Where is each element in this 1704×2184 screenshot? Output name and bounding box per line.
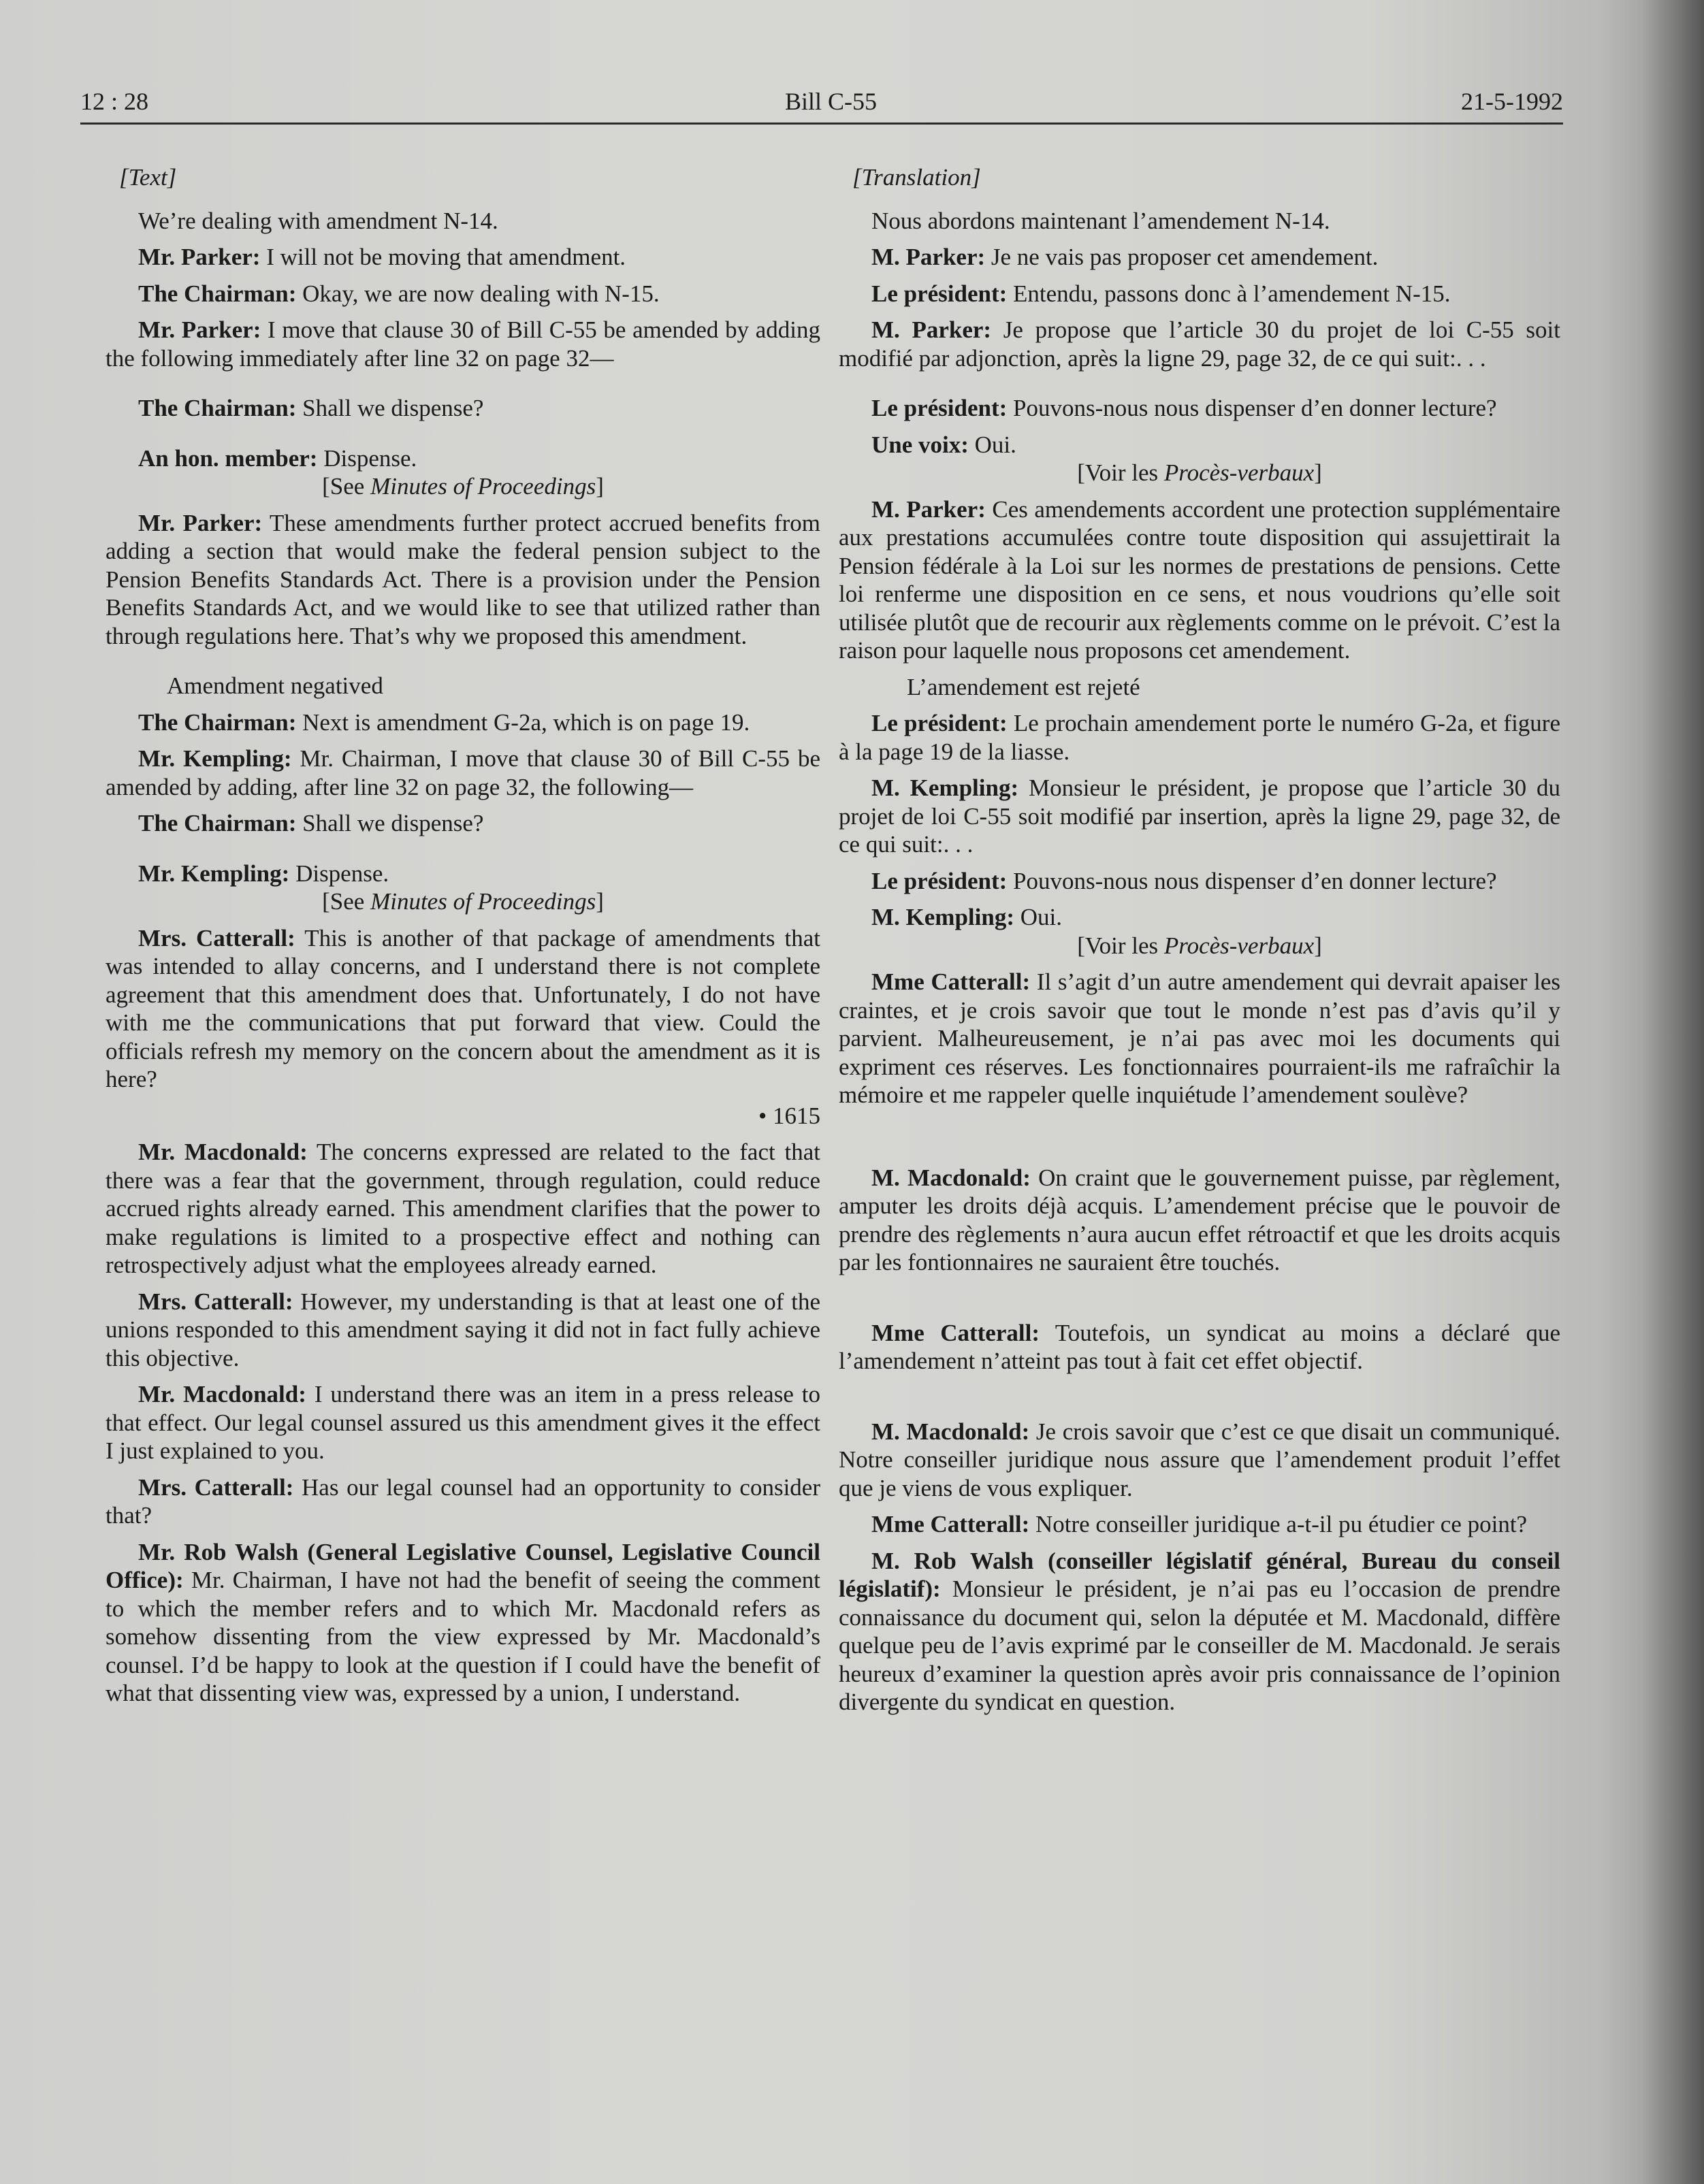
minutes-reference: [See Minutes of Proceedings] <box>322 888 604 915</box>
time-marker: • 1615 <box>758 1102 820 1129</box>
page-date: 21-5-1992 <box>1461 88 1563 115</box>
paragraph: The Chairman: Shall we dispense? <box>138 810 484 836</box>
paragraph: Le président: Pouvons-nous nous dispenser d’en donner lecture? <box>871 867 1497 894</box>
paragraph: Une voix: Oui. <box>871 431 1016 458</box>
french-column <box>839 163 1560 1716</box>
page-binding-shadow <box>1643 0 1704 2184</box>
paragraph: M. Rob Walsh (conseiller législatif général, Bureau du conseil législatif): Monsieur le président, je n’ai pas eu l’occasion de prendre connaissance du document qui, selon la députée et M. Macdonald, diffère quelque peu de l’avis exprimé par le conseiller de M. Macdonald. Je serais heureux d’examiner la question après avoir pris connaissance de l’opinion divergente du syndicat en question. <box>839 1547 1560 1715</box>
paragraph: Mr. Macdonald: I understand there was an item in a press release to that effect. Our legal counsel assured us this amendment gives it the effect I just explained to you. <box>106 1381 821 1464</box>
paragraph: Mr. Parker: I will not be moving that amendment. <box>138 244 626 270</box>
paragraph: Mrs. Catterall: Has our legal counsel had an opportunity to consider that? <box>106 1473 820 1529</box>
paragraph: Mme Catterall: Il s’agit d’un autre amendement qui devrait apaiser les craintes, et je crois savoir que tout le monde n’est pas d’avis qu’il y parvient. Malheureusement, je n’ai pas avec moi les documents qui expriment ces réserves. Les fonctionnaires pourraient-ils me rafraîchir la mémoire et me rappeler quelle inquiétude l’amendement soulève? <box>839 968 1561 1108</box>
page-number: 12 : 28 <box>80 88 149 115</box>
paragraph: M. Parker: Je propose que l’article 30 du projet de loi C-55 soit modifié par adjonction, après la ligne 29, page 32, de ce qui suit:. . . <box>839 316 1560 372</box>
paragraph: Mr. Kempling: Dispense. <box>138 860 389 887</box>
paragraph: The Chairman: Next is amendment G-2a, which is on page 19. <box>138 708 750 736</box>
paragraph: The Chairman: Shall we dispense? <box>138 395 484 421</box>
paragraph: Mme Catterall: Notre conseiller juridique a-t-il pu étudier ce point? <box>871 1511 1528 1537</box>
paragraph: Mme Catterall: Toutefois, un syndicat au moins a déclaré que l’amendement n’atteint pas tout à fait cet effet objectif. <box>839 1319 1560 1374</box>
paragraph: Le président: Entendu, passons donc à l’amendement N-15. <box>871 280 1451 307</box>
paragraph: Mr. Parker: I move that clause 30 of Bill C-55 be amended by adding the following immediately after line 32 on page 32— <box>106 316 821 372</box>
minutes-reference: [Voir les Procès-verbaux] <box>1077 932 1322 959</box>
paragraph: Mr. Rob Walsh (General Legislative Counsel, Legislative Council Office): Mr. Chairman, I have not had the benefit of seeing the comment to which the member refers and to which Mr. Macdonald refers as somehow dissenting from the view expressed by Mr. Macdonald’s counsel. I’d be happy to look at the question if I could have the benefit of what that dissenting view was, expressed by a union, I understand. <box>106 1538 820 1706</box>
motion-result: L’amendement est rejeté <box>907 673 1140 700</box>
paragraph: Nous abordons maintenant l’amendement N-14. <box>871 207 1330 234</box>
paragraph: Le président: Le prochain amendement porte le numéro G-2a, et figure à la page 19 de la liasse. <box>839 710 1560 765</box>
paragraph: Mrs. Catterall: This is another of that package of amendments that was intended to allay concerns, and I understand there is not complete agreement that this amendment does that. Unfortunately, I do not have with me the communications that put forward that view. Could the officials refresh my memory on the concern about the amendment as it is here? <box>106 924 820 1092</box>
paragraph: M. Kempling: Monsieur le président, je propose que l’article 30 du projet de loi C-55 soit modifié par insertion, après la ligne 29, page 32, de ce qui suit:. . . <box>839 775 1560 858</box>
paragraph: M. Parker: Je ne vais pas proposer cet amendement. <box>871 244 1379 270</box>
paragraph: Mr. Parker: These amendments further protect accrued benefits from adding a section that would make the federal pension subject to the Pension Benefits Standards Act. There is a provision under the Pension Benefits Standards Act, and we would like to see that utilized rather than through regulations here. That’s why we proposed this amendment. <box>106 509 820 649</box>
page-header <box>80 87 1563 125</box>
paragraph: M. Parker: Ces amendements accordent une protection supplémentaire aux prestations accumulées contre toute disposition qui assujettirait la Pension fédérale à la Loi sur les normes de prestations de pensions. Cette loi renferme une disposition en ce sens, et nous voudrions qu’elle soit utilisée plutôt que de recourir aux règlements comme on le prévoit. C’est la raison pour laquelle nous proposons cet amendement. <box>839 495 1561 664</box>
paragraph: M. Macdonald: On craint que le gouvernement puisse, par règlement, amputer les droits déjà acquis. L’amendement précise que le pouvoir de prendre des règlements n’aura aucun effet rétroactif et que les droits acquis par les fontionnaires ne sauraient être touchés. <box>839 1164 1560 1275</box>
minutes-reference: [See Minutes of Proceedings] <box>322 473 604 500</box>
paragraph: An hon. member: Dispense. <box>138 444 417 472</box>
paragraph: Mr. Macdonald: The concerns expressed are related to the fact that there was a fear that the government, through regulation, could reduce accrued rights already earned. This amendment clarifies that the power to make regulations is limited to a prospective effect and nothing can retrospectively adjust what the employees already earned. <box>106 1139 821 1278</box>
paragraph: Mr. Kempling: Mr. Chairman, I move that clause 30 of Bill C-55 be amended by adding, after line 32 on page 32, the following— <box>106 745 820 800</box>
paragraph: The Chairman: Okay, we are now dealing with N-15. <box>138 280 660 307</box>
paragraph: M. Kempling: Oui. <box>871 904 1062 930</box>
paragraph: We’re dealing with amendment N-14. <box>138 207 498 234</box>
paragraph: Mrs. Catterall: However, my understanding is that at least one of the unions responded to this amendment saying it did not in fact fully achieve this objective. <box>106 1288 820 1371</box>
bill-title: Bill C-55 <box>785 88 878 115</box>
section-label-translation: [Translation] <box>852 164 981 191</box>
paragraph: M. Macdonald: Je crois savoir que c’est ce que disait un communiqué. Notre conseiller juridique nous assure que l’amendement produit l’effet que je viens de vous expliquer. <box>839 1418 1560 1501</box>
section-label-text: [Text] <box>119 164 177 191</box>
english-column <box>106 163 820 1708</box>
motion-result: Amendment negatived <box>167 672 383 699</box>
paragraph: Le président: Pouvons-nous nous dispenser d’en donner lecture? <box>871 395 1497 421</box>
minutes-reference: [Voir les Procès-verbaux] <box>1077 459 1322 486</box>
